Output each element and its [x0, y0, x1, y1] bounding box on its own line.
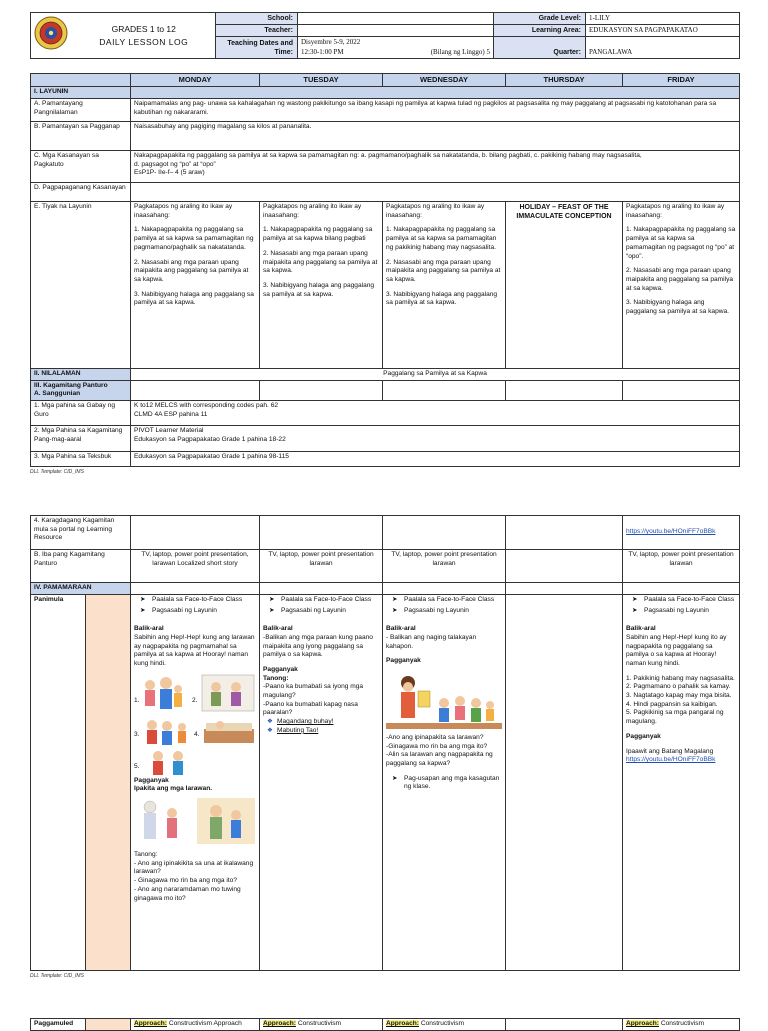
- bullet-item: ➤ Paalala sa Face-to-Face Class: [263, 596, 379, 605]
- approach-friday: [623, 1019, 740, 1031]
- balik-aral-heading: Balik-aral: [386, 625, 416, 633]
- num-label: 4.: [194, 730, 200, 738]
- label-paggamuled: Paggamuled: [31, 1019, 86, 1031]
- label-kasanayan: C. Mga Kasanayan sa Pagkatuto: [31, 151, 131, 183]
- layunin-monday: [131, 202, 260, 369]
- panimula-tuesday: [260, 594, 383, 970]
- label-pamantayang-pangnilalaman: A. Pamantayang Pangnilalaman: [31, 99, 131, 122]
- kagamitan-sanggunian: A. Sanggunian: [34, 390, 81, 398]
- day-wednesday: WEDNESDAY: [383, 74, 506, 87]
- layunin-item: 2. Nasasabi ang mga paraan upang maipakita ang paggalang sa pamilya at sa kapwa.: [386, 258, 501, 283]
- tanong-item: -Alin sa larawan ang nagpapakita ng paggalang sa kapwa?: [386, 751, 493, 768]
- balik-aral-heading: Balik-aral: [626, 625, 656, 633]
- deped-seal: [31, 13, 73, 59]
- iba-friday: TV, laptop, power point presentation larawan: [623, 550, 740, 583]
- approach-label: Approach:: [386, 1020, 419, 1027]
- layunin-tuesday: [260, 202, 383, 369]
- text-teksbuk: Edukasyon sa Pagpapakatao Grade 1 pahina 98-115: [131, 452, 740, 467]
- bullet-item: ➤ Paalala sa Face-to-Face Class: [386, 596, 502, 605]
- teacher-label: Teacher:: [216, 25, 298, 37]
- text-gabay-ng-guro: [131, 401, 740, 426]
- kagamitan-title: III. Kagamitang Panturo: [34, 381, 108, 389]
- paganyak-heading: Pagganyak: [134, 776, 169, 784]
- greeting-list: [263, 718, 379, 735]
- tanong-heading: Tanong:: [263, 674, 289, 682]
- layunin-item: 2. Nasasabi ang mga paraan upang maipakita ang paggalang sa pamilya at sa kapwa.: [134, 258, 249, 283]
- iba-tuesday: TV, laptop, power point presentation larawan: [260, 550, 383, 583]
- bullet-item: ➤ Paalala sa Face-to-Face Class: [626, 596, 736, 605]
- layunin-item: 2. Nasasabi ang mga paraan upang maipakita ang paggalang sa pamilya at sa kapwa.: [626, 267, 734, 292]
- tanong-item: - Ano ang nararamdaman mo tuwing ginagawa mo ito?: [134, 885, 241, 902]
- kasanayan-line2: d. pagsagot ng “po” at “opo”: [134, 160, 216, 168]
- teacher-value: [298, 25, 494, 37]
- approach-value: Constructivism: [420, 1020, 465, 1027]
- page-1: [30, 12, 739, 475]
- tanong-item: -Ginagawa mo rin ba ang mga ito?: [386, 742, 488, 750]
- approach-value: Constructivism Approach: [168, 1020, 242, 1027]
- approach-value: Constructivism: [660, 1020, 705, 1027]
- week-value: (Bilang ng Linggo) 5: [430, 48, 490, 57]
- bullet-item: ➤ Paalala sa Face-to-Face Class: [134, 596, 256, 605]
- approach-label: Approach:: [263, 1020, 296, 1027]
- panimula-wednesday: [383, 594, 506, 970]
- bullet-item: ➤ Pag-usapan ang mga kasagutan ng klase.: [386, 775, 502, 792]
- approach-value: Constructivism: [297, 1020, 342, 1027]
- lesson-table-continued: [30, 515, 740, 971]
- illustration-classroom: [386, 669, 502, 731]
- bullet-list: [626, 596, 736, 616]
- label-panimula: Panimula: [31, 594, 86, 970]
- layunin-intro: Pagkatapos ng araling ito ikaw ay inaasahang:: [626, 203, 725, 219]
- label-karagdagang-kagamitan: 4. Karagdagang Kagamitan mula sa portal ng Learning Resource: [31, 516, 131, 550]
- text-pamantayang-pangnilalaman: Naipamamalas ang pag- unawa sa kahalagahan ng wastong pakikitungo sa ibang kasapi ng pamilya at kapwa tulad ng pagkilos at pagsasalita ng may paggalang at pagsasabi ng katotohanan para sa kabutihan ng nakararami.: [131, 99, 740, 122]
- dates-label: Teaching Dates and Time:: [216, 37, 298, 59]
- label-iba-pang-kagamitan: B. Iba pang Kagamitang Panturo: [31, 550, 131, 583]
- iba-wednesday: TV, laptop, power point presentation larawan: [383, 550, 506, 583]
- illustration-pagmamano: [134, 797, 190, 845]
- section-pamamaraan: IV. PAMAMARAAN: [31, 583, 131, 595]
- kasanayan-code: EsP1P- IIe-f– 4 (5 araw): [134, 169, 205, 177]
- layunin-wednesday: [383, 202, 506, 369]
- quarter-value: PANGALAWA: [586, 37, 740, 59]
- layunin-item: 3. Nabibigyang halaga ang paggalang sa pamilya at sa kapwa.: [626, 299, 730, 316]
- illustration-bed-scene: [202, 717, 256, 745]
- page-2: [30, 515, 739, 979]
- panimula-friday: [623, 594, 740, 970]
- day-tuesday: TUESDAY: [260, 74, 383, 87]
- approach-wednesday: [383, 1019, 506, 1031]
- section-kagamitan: [31, 380, 131, 400]
- tanong-heading: Tanong:: [134, 851, 158, 859]
- num-label: 1.: [134, 696, 140, 704]
- balik-aral-heading: Balik-aral: [263, 625, 293, 633]
- header-title-line1: GRADES 1 to 12: [111, 23, 176, 34]
- layunin-item: 2. Nasasabi ang mga paraan upang maipakita ang paggalang sa pamilya at sa kapwa.: [263, 249, 378, 275]
- tanong-item: - Ano ang ipinakikita sa una at ikalawang larawan?: [134, 859, 254, 876]
- layunin-item: 1. Nakapagpapakita ng paggalang sa pamilya at sa kapwa bilang pagbati: [263, 226, 373, 243]
- layunin-item: 3. Nabibigyang halaga ang paggalang sa pamilya at sa kapwa.: [134, 290, 254, 307]
- balik-aral-text: Sabihin ang Hep!-Hep! kung ang larawan ay nagpapakita ng pagmamahal sa pamilya at sa kapwa at Hooray! naman kung hindi.: [134, 633, 255, 667]
- balik-aral-text: -Balikan ang mga paraan kung paano maipakita ang iyong paggalang sa pamilya o sa kapwa.: [263, 633, 373, 659]
- layunin-item: 1. Nakapagpapakita ng paggalang sa pamilya at sa kapwa sa pamamagitan ng pakikinig habang may nagsasalita.: [386, 226, 497, 251]
- layunin-intro: Pagkatapos ng araling ito ikaw ay inaasahang:: [386, 203, 485, 219]
- panimula-peach-column: [86, 594, 131, 970]
- section-layunin: I. LAYUNIN: [31, 87, 131, 99]
- paganyak-text: Ipaawit ang Batang Magalang: [626, 747, 714, 755]
- panimula-monday: [131, 594, 260, 970]
- label-pamantayan-pagganap: B. Pamantayan sa Pagganap: [31, 122, 131, 151]
- illustration-family-1: [140, 675, 184, 715]
- dates-cell: [298, 37, 494, 59]
- section-nilalaman: II. NILALAMAN: [31, 369, 131, 381]
- text-pamantayan-pagganap: Naisasabuhay ang pagiging magalang sa kilos at pananalita.: [131, 122, 740, 151]
- friday-list-item: 2. Pagmamano o pahalik sa kamay.: [626, 683, 731, 691]
- gabay-line: K to12 MELCS with corresponding codes pah. 62: [134, 402, 279, 410]
- quarter-label: Quarter:: [494, 37, 586, 59]
- label-kagamitang-pang-mag-aaral: 2. Mga Pahina sa Kagamitang Pang-mag-aaral: [31, 426, 131, 452]
- gabay-line: CLMD 4A ESP pahina 11: [134, 410, 208, 418]
- balik-aral-text: - Balikan ang naging talakayan kahapon.: [386, 633, 477, 650]
- text-kasanayan: [131, 151, 740, 183]
- kagamitan-line: PIVOT Learner Material: [134, 427, 204, 435]
- time-value: 12:30-1:00 PM: [301, 47, 344, 56]
- day-thursday: THURSDAY: [506, 74, 623, 87]
- bullet-item: ➤ Pagsasabi ng Layunin: [386, 607, 502, 616]
- paganyak-heading: Pagganyak: [386, 657, 421, 665]
- paganyak-heading: Pagganyak: [626, 732, 661, 740]
- day-friday: FRIDAY: [623, 74, 740, 87]
- layunin-friday: [623, 202, 740, 369]
- header-title: [73, 13, 216, 59]
- tanong-item: -Paano ka bumabati sa iyong mga magulang?: [263, 683, 364, 700]
- panimula-thursday: [506, 594, 623, 970]
- balik-aral-text: Sabihin ang Hep!-Hep! kung ito ay nagpapakita ng paggalang sa pamilya o sa kapwa at Hooray! naman kung hindi.: [626, 633, 727, 667]
- layunin-thursday-holiday: HOLIDAY – FEAST OF THE IMMACULATE CONCEPTION: [506, 202, 623, 369]
- header-title-line2: DAILY LESSON LOG: [99, 36, 189, 47]
- bullet-list: [386, 596, 502, 616]
- youtube-link[interactable]: https://youtu.be/HOniFF7oBBk: [626, 756, 716, 764]
- school-value: [298, 13, 494, 25]
- tanong-item: -Paano ka bumabati kapag nasa paaralan?: [263, 700, 358, 717]
- bullet-list: [134, 596, 256, 616]
- friday-list-item: 4. Hindi pagpansin sa kaibigan.: [626, 700, 718, 708]
- bullet-item: ➤ Pagsasabi ng Layunin: [263, 607, 379, 616]
- approach-tuesday: [260, 1019, 383, 1031]
- approach-label: Approach:: [626, 1020, 659, 1027]
- school-label: School:: [216, 13, 298, 25]
- paganyak-text: Ipakita ang mga larawan.: [134, 785, 213, 793]
- greeting-item: ❖ Magandang buhay!: [263, 718, 379, 727]
- friday-list-item: 5. Pagkikinig sa mga pangaral ng magulang.: [626, 709, 724, 726]
- layunin-item: 3. Nabibigyang halaga ang paggalang sa pamilya at sa kapwa.: [263, 281, 375, 298]
- label-teksbuk: 3. Mga Pahina sa Teksbuk: [31, 452, 131, 467]
- illustration-halik: [196, 797, 256, 845]
- approach-monday: [131, 1019, 260, 1031]
- friday-list-item: 1. Pakikinig habang may nagsasalita.: [626, 674, 735, 682]
- lesson-table: [30, 73, 740, 467]
- tanong-item: - Ginagawa mo rin ba ang mga ito?: [134, 877, 237, 885]
- illustration-family-2: [200, 673, 256, 713]
- youtube-link[interactable]: https://youtu.be/HOniFF7oBBk: [626, 528, 716, 536]
- layunin-intro: Pagkatapos ng araling ito ikaw ay inaasahang:: [263, 203, 362, 219]
- layunin-intro: Pagkatapos ng araling ito ikaw ay inaasahang:: [134, 203, 233, 219]
- approach-label: Approach:: [134, 1020, 167, 1027]
- label-pagpapaganang: D. Pagpapaganang Kasanayan: [31, 183, 131, 202]
- day-monday: MONDAY: [131, 74, 260, 87]
- layunin-item: 1. Nakapagpapakita ng paggalang sa pamilya at sa kapwa sa pamamagitan ng pagmamano/paghalik sa nakatatanda.: [134, 226, 254, 251]
- area-label: Learning Area:: [494, 25, 586, 37]
- layunin-item: 3. Nabibigyang halaga ang paggalang sa pamilya at sa kapwa.: [386, 290, 498, 307]
- num-label: 5.: [134, 762, 140, 770]
- paganyak-heading: Pagganyak: [263, 665, 298, 673]
- bullet-list: [263, 596, 379, 616]
- hep-images-grid: [134, 673, 256, 777]
- iba-monday: TV, laptop, power point presentation, larawan Localized short story: [131, 550, 260, 583]
- label-tiyak-na-layunin: E. Tiyak na Layunin: [31, 202, 131, 369]
- bullet-item: ➤ Pagsasabi ng Layunin: [134, 607, 256, 616]
- bullet-list: [386, 775, 502, 792]
- kagamitan-line: Edukasyon sa Pagpapakatao Grade 1 pahina 18-22: [134, 435, 286, 443]
- bullet-item: ➤ Pagsasabi ng Layunin: [626, 607, 736, 616]
- num-label: 2.: [192, 696, 198, 704]
- grade-value: 1-LILY: [586, 13, 740, 25]
- tanong-item: -Ano ang ipinapakita sa larawan?: [386, 733, 484, 741]
- text-kagamitang-pang-mag-aaral: [131, 426, 740, 452]
- dates-value: Disyembre 5-9, 2022: [301, 38, 361, 47]
- header-table: [30, 12, 740, 59]
- area-value: EDUKASYON SA PAGPAPAKATAO: [586, 25, 740, 37]
- nilalaman-text: Paggalang sa Pamilya at sa Kapwa: [131, 369, 740, 381]
- footer-note: DLL Template: CID_IMS: [30, 972, 84, 979]
- label-gabay-ng-guro: 1. Mga pahina sa Gabay ng Guro: [31, 401, 131, 426]
- lesson-table-page3: [30, 1018, 740, 1031]
- grade-label: Grade Level:: [494, 13, 586, 25]
- friday-list-item: 3. Nagtatago kapag may mga bisita.: [626, 692, 732, 700]
- page-3: [30, 1018, 739, 1031]
- balik-aral-heading: Balik-aral: [134, 625, 164, 633]
- illustration-children-fighting: [146, 749, 192, 777]
- greeting-item: ❖ Mabuting Tao!: [263, 727, 379, 736]
- layunin-item: 1. Nakapagpapakita ng paggalang sa pamilya at sa kapwa sa pamamagitan ng pagsagot ng “po” at “opo”.: [626, 226, 736, 260]
- illustration-family-3: [142, 717, 192, 747]
- footer-note: DLL Template: CID_IMS: [30, 469, 84, 476]
- paganyak-images: [134, 797, 256, 847]
- kasanayan-line1: Nakapagpapakita ng paggalang sa pamilya at sa kapwa sa pamamagitan ng: a. pagmamano/paghalik sa nakatatanda, b. bilang pagbati, c. pakikinig habang may nagsasalita,: [134, 152, 642, 160]
- num-label: 3.: [134, 730, 140, 738]
